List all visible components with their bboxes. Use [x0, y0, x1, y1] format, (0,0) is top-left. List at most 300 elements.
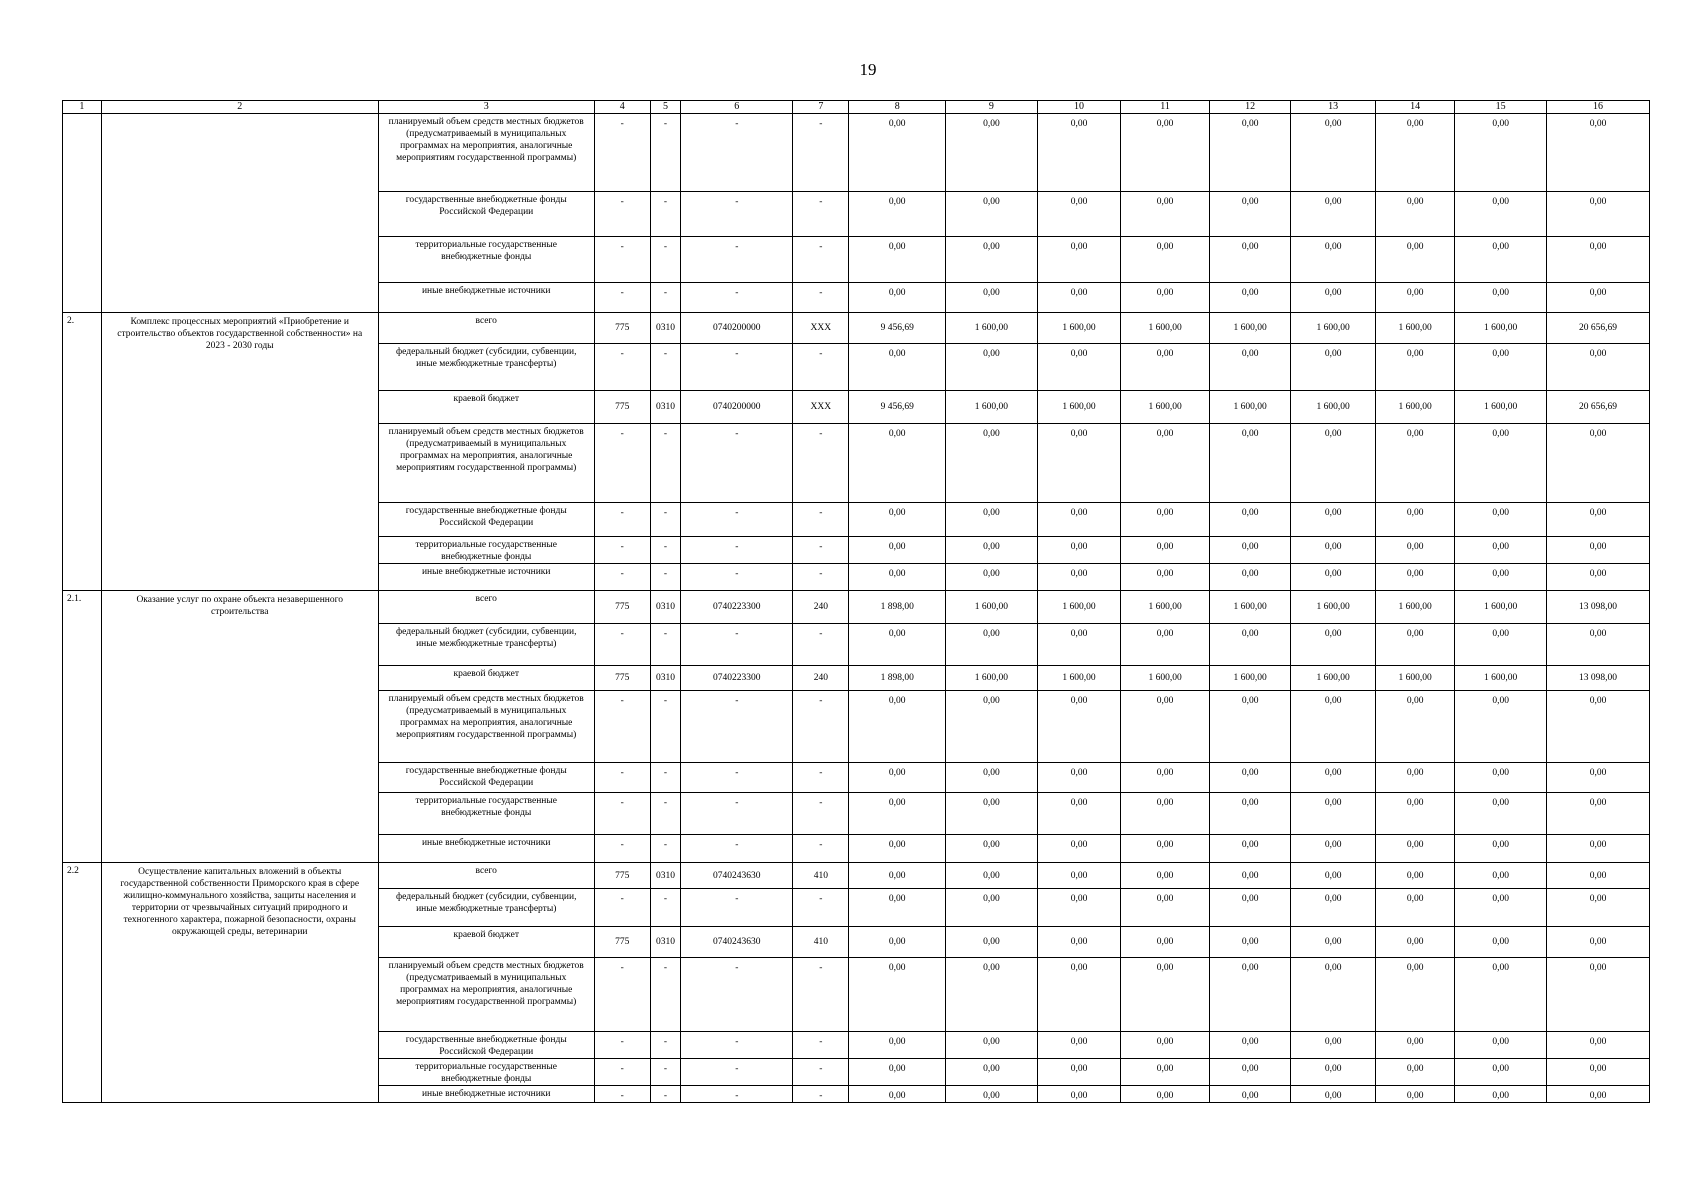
value-cell: 1 600,00: [1209, 666, 1290, 691]
dash-cell: -: [650, 503, 681, 537]
dash-cell: -: [681, 691, 793, 763]
value-cell: 1 600,00: [1291, 391, 1376, 424]
value-cell: 0,00: [1547, 344, 1650, 391]
value-cell: 0,00: [946, 763, 1038, 793]
value-cell: 0,00: [1209, 863, 1290, 889]
header-cell: 1: [63, 101, 102, 114]
dash-cell: -: [594, 889, 650, 927]
value-cell: 0,00: [946, 863, 1038, 889]
dash-cell: -: [681, 192, 793, 237]
value-cell: 0,00: [849, 835, 946, 863]
value-cell: 0,00: [946, 889, 1038, 927]
value-cell: 0,00: [1547, 835, 1650, 863]
dash-cell: -: [594, 1086, 650, 1103]
value-cell: 0,00: [1455, 424, 1547, 503]
dash-cell: -: [681, 114, 793, 192]
value-cell: 0,00: [1455, 863, 1547, 889]
value-cell: 0,00: [1037, 114, 1121, 192]
value-cell: 0,00: [849, 1059, 946, 1086]
dash-cell: -: [793, 958, 849, 1032]
source-cell: планируемый объем средств местных бюджетов (предусматриваемый в муниципальных программах на мероприятия, аналогичные мероприятиям государственной программы): [378, 424, 594, 503]
value-cell: 0,00: [1547, 691, 1650, 763]
value-cell: 0,00: [1547, 1059, 1650, 1086]
item-name-cell: Осуществление капитальных вложений в объекты государственной собственности Приморского края в сфере жилищно-коммунального хозяйства, защиты населения и территории от чрезвычайных ситуаций природного и техногенного характера, пожарной безопасности, охраны окружающей среды, ветеринарии: [101, 863, 378, 1103]
header-cell: 11: [1121, 101, 1210, 114]
source-cell: федеральный бюджет (субсидии, субвенции, иные межбюджетные трансферты): [378, 624, 594, 666]
value-cell: 0,00: [1547, 564, 1650, 591]
value-cell: 0,00: [1209, 283, 1290, 313]
row-number-cell: 2.1.: [63, 591, 102, 863]
dash-cell: -: [594, 192, 650, 237]
value-cell: 0,00: [1121, 889, 1210, 927]
value-cell: 0,00: [1455, 503, 1547, 537]
value-cell: 0,00: [1547, 424, 1650, 503]
code-cell: 775: [594, 863, 650, 889]
dash-cell: -: [793, 114, 849, 192]
dash-cell: -: [681, 537, 793, 564]
value-cell: 0,00: [1455, 958, 1547, 1032]
value-cell: 0,00: [1121, 237, 1210, 283]
value-cell: 0,00: [1291, 889, 1376, 927]
value-cell: 0,00: [1547, 503, 1650, 537]
code-cell: 0740223300: [681, 591, 793, 624]
value-cell: 0,00: [946, 624, 1038, 666]
value-cell: 0,00: [1375, 1059, 1454, 1086]
dash-cell: -: [681, 424, 793, 503]
item-name-cell: Оказание услуг по охране объекта незавершенного строительства: [101, 591, 378, 863]
value-cell: 0,00: [1121, 1032, 1210, 1059]
value-cell: 0,00: [1455, 1059, 1547, 1086]
value-cell: 0,00: [1037, 958, 1121, 1032]
value-cell: 0,00: [849, 424, 946, 503]
value-cell: 0,00: [849, 863, 946, 889]
value-cell: 1 600,00: [1037, 391, 1121, 424]
code-cell: 0310: [650, 313, 681, 344]
value-cell: 0,00: [849, 192, 946, 237]
table-row: [63, 114, 1650, 192]
item-name-cell: Комплекс процессных мероприятий «Приобретение и строительство объектов государственной собственности» на 2023 - 2030 годы: [101, 313, 378, 591]
value-cell: 0,00: [849, 1086, 946, 1103]
row-number-cell: 2.2: [63, 863, 102, 1103]
value-cell: 0,00: [1375, 763, 1454, 793]
value-cell: 0,00: [1209, 927, 1290, 958]
code-cell: 775: [594, 391, 650, 424]
value-cell: 0,00: [1455, 564, 1547, 591]
value-cell: 1 600,00: [1455, 591, 1547, 624]
value-cell: 0,00: [849, 958, 946, 1032]
dash-cell: -: [793, 624, 849, 666]
value-cell: 0,00: [1291, 192, 1376, 237]
value-cell: 0,00: [946, 835, 1038, 863]
dash-cell: -: [650, 237, 681, 283]
value-cell: 0,00: [849, 344, 946, 391]
code-cell: 0310: [650, 863, 681, 889]
code-cell: 775: [594, 591, 650, 624]
source-cell: планируемый объем средств местных бюджетов (предусматриваемый в муниципальных программах на мероприятия, аналогичные мероприятиям государственной программы): [378, 958, 594, 1032]
value-cell: 0,00: [1547, 793, 1650, 835]
value-cell: 0,00: [849, 283, 946, 313]
header-cell: 7: [793, 101, 849, 114]
source-cell: иные внебюджетные источники: [378, 1086, 594, 1103]
source-cell: государственные внебюджетные фонды Российской Федерации: [378, 192, 594, 237]
code-cell: XXX: [793, 391, 849, 424]
value-cell: 1 600,00: [1121, 391, 1210, 424]
value-cell: 0,00: [946, 958, 1038, 1032]
value-cell: 0,00: [1375, 691, 1454, 763]
dash-cell: -: [681, 835, 793, 863]
dash-cell: -: [650, 1086, 681, 1103]
dash-cell: -: [594, 835, 650, 863]
table-row: [63, 591, 1650, 624]
value-cell: 0,00: [1291, 624, 1376, 666]
value-cell: 0,00: [1037, 283, 1121, 313]
header-cell: 2: [101, 101, 378, 114]
value-cell: 0,00: [1037, 564, 1121, 591]
header-cell: 14: [1375, 101, 1454, 114]
dash-cell: -: [594, 1059, 650, 1086]
source-cell: всего: [378, 591, 594, 624]
value-cell: 0,00: [1547, 192, 1650, 237]
source-cell: федеральный бюджет (субсидии, субвенции, иные межбюджетные трансферты): [378, 344, 594, 391]
header-cell: 13: [1291, 101, 1376, 114]
value-cell: 1 600,00: [1037, 313, 1121, 344]
value-cell: 0,00: [1037, 835, 1121, 863]
value-cell: 0,00: [1121, 1086, 1210, 1103]
value-cell: 0,00: [1209, 1086, 1290, 1103]
dash-cell: -: [594, 1032, 650, 1059]
value-cell: 0,00: [1037, 763, 1121, 793]
value-cell: 1 600,00: [1375, 666, 1454, 691]
value-cell: 0,00: [1291, 863, 1376, 889]
header-cell: 6: [681, 101, 793, 114]
value-cell: 1 600,00: [946, 666, 1038, 691]
item-name-cell: [101, 114, 378, 313]
value-cell: 0,00: [1037, 863, 1121, 889]
value-cell: 0,00: [1121, 793, 1210, 835]
value-cell: 0,00: [1121, 624, 1210, 666]
value-cell: 0,00: [946, 793, 1038, 835]
value-cell: 0,00: [1209, 237, 1290, 283]
value-cell: 0,00: [1037, 344, 1121, 391]
value-cell: 0,00: [1121, 424, 1210, 503]
dash-cell: -: [793, 889, 849, 927]
value-cell: 20 656,69: [1547, 391, 1650, 424]
value-cell: 1 600,00: [1455, 313, 1547, 344]
value-cell: 0,00: [849, 624, 946, 666]
value-cell: 0,00: [1037, 424, 1121, 503]
dash-cell: -: [793, 793, 849, 835]
value-cell: 0,00: [1547, 863, 1650, 889]
header-cell: 10: [1037, 101, 1121, 114]
value-cell: 0,00: [946, 537, 1038, 564]
value-cell: 0,00: [1121, 537, 1210, 564]
source-cell: иные внебюджетные источники: [378, 283, 594, 313]
source-cell: территориальные государственные внебюджетные фонды: [378, 793, 594, 835]
dash-cell: -: [681, 1086, 793, 1103]
value-cell: 0,00: [1375, 344, 1454, 391]
value-cell: 0,00: [1037, 192, 1121, 237]
value-cell: 0,00: [849, 927, 946, 958]
value-cell: 1 600,00: [1291, 313, 1376, 344]
dash-cell: -: [650, 691, 681, 763]
dash-cell: -: [650, 793, 681, 835]
value-cell: 0,00: [849, 763, 946, 793]
dash-cell: -: [681, 763, 793, 793]
value-cell: 0,00: [1455, 927, 1547, 958]
value-cell: 0,00: [1121, 283, 1210, 313]
value-cell: 0,00: [1291, 691, 1376, 763]
dash-cell: -: [594, 793, 650, 835]
value-cell: 0,00: [946, 192, 1038, 237]
value-cell: 0,00: [1121, 835, 1210, 863]
value-cell: 0,00: [1291, 763, 1376, 793]
value-cell: 0,00: [1455, 793, 1547, 835]
dash-cell: -: [681, 283, 793, 313]
source-cell: территориальные государственные внебюджетные фонды: [378, 1059, 594, 1086]
value-cell: 0,00: [1037, 889, 1121, 927]
value-cell: 0,00: [946, 1032, 1038, 1059]
value-cell: 0,00: [1375, 863, 1454, 889]
value-cell: 1 600,00: [1037, 591, 1121, 624]
value-cell: 0,00: [946, 283, 1038, 313]
value-cell: 0,00: [849, 1032, 946, 1059]
dash-cell: -: [594, 344, 650, 391]
value-cell: 0,00: [946, 564, 1038, 591]
source-cell: федеральный бюджет (субсидии, субвенции, иные межбюджетные трансферты): [378, 889, 594, 927]
dash-cell: -: [650, 763, 681, 793]
value-cell: 0,00: [1375, 958, 1454, 1032]
value-cell: 1 600,00: [946, 391, 1038, 424]
value-cell: 0,00: [1209, 691, 1290, 763]
value-cell: 1 600,00: [1455, 666, 1547, 691]
value-cell: 0,00: [1455, 691, 1547, 763]
dash-cell: -: [681, 344, 793, 391]
value-cell: 0,00: [1037, 1059, 1121, 1086]
value-cell: 9 456,69: [849, 391, 946, 424]
dash-cell: -: [594, 624, 650, 666]
value-cell: 0,00: [1547, 763, 1650, 793]
value-cell: 0,00: [946, 691, 1038, 763]
value-cell: 0,00: [1375, 192, 1454, 237]
value-cell: 0,00: [946, 1086, 1038, 1103]
value-cell: 0,00: [1291, 1059, 1376, 1086]
source-cell: краевой бюджет: [378, 666, 594, 691]
value-cell: 0,00: [849, 564, 946, 591]
value-cell: 0,00: [1121, 691, 1210, 763]
page-number: 19: [859, 60, 877, 79]
code-cell: 0740243630: [681, 927, 793, 958]
value-cell: 0,00: [1037, 624, 1121, 666]
value-cell: 0,00: [1209, 1032, 1290, 1059]
code-cell: 240: [793, 591, 849, 624]
value-cell: 0,00: [1209, 503, 1290, 537]
row-number-cell: [63, 114, 102, 313]
dash-cell: -: [650, 537, 681, 564]
value-cell: 0,00: [849, 889, 946, 927]
value-cell: 1 600,00: [946, 591, 1038, 624]
value-cell: 0,00: [1121, 564, 1210, 591]
dash-cell: -: [681, 958, 793, 1032]
value-cell: 1 898,00: [849, 591, 946, 624]
value-cell: 0,00: [1037, 1032, 1121, 1059]
code-cell: 0740223300: [681, 666, 793, 691]
source-cell: территориальные государственные внебюджетные фонды: [378, 237, 594, 283]
dash-cell: -: [793, 283, 849, 313]
value-cell: 0,00: [1291, 537, 1376, 564]
dash-cell: -: [793, 1032, 849, 1059]
dash-cell: -: [681, 624, 793, 666]
source-cell: иные внебюджетные источники: [378, 564, 594, 591]
value-cell: 0,00: [1209, 564, 1290, 591]
value-cell: 0,00: [1209, 192, 1290, 237]
value-cell: 1 600,00: [1291, 591, 1376, 624]
value-cell: 0,00: [1375, 624, 1454, 666]
value-cell: 0,00: [1037, 1086, 1121, 1103]
dash-cell: -: [793, 192, 849, 237]
value-cell: 0,00: [1375, 927, 1454, 958]
value-cell: 0,00: [1291, 1032, 1376, 1059]
budget-table: [62, 100, 1650, 1103]
code-cell: 240: [793, 666, 849, 691]
value-cell: 0,00: [1455, 763, 1547, 793]
dash-cell: -: [594, 564, 650, 591]
value-cell: 0,00: [1455, 344, 1547, 391]
value-cell: 0,00: [1547, 1086, 1650, 1103]
value-cell: 0,00: [1121, 192, 1210, 237]
value-cell: 0,00: [1375, 835, 1454, 863]
value-cell: 0,00: [1455, 237, 1547, 283]
value-cell: 1 600,00: [1037, 666, 1121, 691]
value-cell: 1 600,00: [1209, 591, 1290, 624]
value-cell: 9 456,69: [849, 313, 946, 344]
value-cell: 0,00: [946, 114, 1038, 192]
dash-cell: -: [681, 793, 793, 835]
dash-cell: -: [793, 344, 849, 391]
value-cell: 0,00: [849, 793, 946, 835]
value-cell: 1 600,00: [1209, 313, 1290, 344]
code-cell: 0310: [650, 666, 681, 691]
value-cell: 0,00: [1375, 537, 1454, 564]
value-cell: 0,00: [1291, 283, 1376, 313]
value-cell: 0,00: [1291, 564, 1376, 591]
value-cell: 0,00: [1375, 283, 1454, 313]
dash-cell: -: [650, 624, 681, 666]
value-cell: 0,00: [849, 537, 946, 564]
value-cell: 0,00: [1037, 237, 1121, 283]
header-cell: 3: [378, 101, 594, 114]
value-cell: 0,00: [1121, 863, 1210, 889]
value-cell: 0,00: [1455, 889, 1547, 927]
value-cell: 0,00: [1121, 114, 1210, 192]
value-cell: 0,00: [1121, 1059, 1210, 1086]
value-cell: 0,00: [1209, 424, 1290, 503]
source-cell: государственные внебюджетные фонды Российской Федерации: [378, 763, 594, 793]
source-cell: краевой бюджет: [378, 391, 594, 424]
dash-cell: -: [650, 344, 681, 391]
header-cell: 4: [594, 101, 650, 114]
value-cell: 0,00: [1547, 114, 1650, 192]
value-cell: 0,00: [1209, 958, 1290, 1032]
value-cell: 0,00: [1547, 1032, 1650, 1059]
value-cell: 0,00: [1121, 927, 1210, 958]
value-cell: 0,00: [1209, 1059, 1290, 1086]
dash-cell: -: [594, 503, 650, 537]
value-cell: 0,00: [1291, 503, 1376, 537]
value-cell: 0,00: [1455, 1032, 1547, 1059]
value-cell: 0,00: [1375, 424, 1454, 503]
code-cell: 410: [793, 863, 849, 889]
value-cell: 0,00: [1291, 424, 1376, 503]
value-cell: 0,00: [1121, 763, 1210, 793]
code-cell: 775: [594, 313, 650, 344]
code-cell: 0310: [650, 391, 681, 424]
value-cell: 0,00: [1209, 624, 1290, 666]
code-cell: XXX: [793, 313, 849, 344]
code-cell: 0310: [650, 591, 681, 624]
value-cell: 1 600,00: [1291, 666, 1376, 691]
value-cell: 0,00: [946, 237, 1038, 283]
value-cell: 1 600,00: [1209, 391, 1290, 424]
table-row: [63, 863, 1650, 889]
dash-cell: -: [650, 564, 681, 591]
dash-cell: -: [650, 1059, 681, 1086]
value-cell: 0,00: [849, 691, 946, 763]
dash-cell: -: [793, 537, 849, 564]
value-cell: 0,00: [1037, 537, 1121, 564]
dash-cell: -: [681, 889, 793, 927]
value-cell: 0,00: [1291, 958, 1376, 1032]
value-cell: 1 600,00: [946, 313, 1038, 344]
code-cell: 0310: [650, 927, 681, 958]
code-cell: 775: [594, 666, 650, 691]
value-cell: 0,00: [849, 114, 946, 192]
value-cell: 1 600,00: [1121, 591, 1210, 624]
value-cell: 0,00: [849, 237, 946, 283]
value-cell: 0,00: [849, 503, 946, 537]
dash-cell: -: [650, 1032, 681, 1059]
value-cell: 0,00: [1209, 889, 1290, 927]
dash-cell: -: [594, 537, 650, 564]
code-cell: 0740243630: [681, 863, 793, 889]
value-cell: 1 600,00: [1375, 313, 1454, 344]
value-cell: 0,00: [1291, 1086, 1376, 1103]
code-cell: 0740200000: [681, 313, 793, 344]
value-cell: 0,00: [1121, 503, 1210, 537]
dash-cell: -: [594, 424, 650, 503]
value-cell: 1 600,00: [1375, 391, 1454, 424]
value-cell: 0,00: [1547, 958, 1650, 1032]
source-cell: территориальные государственные внебюджетные фонды: [378, 537, 594, 564]
dash-cell: -: [681, 1059, 793, 1086]
header-row: [63, 101, 1650, 114]
dash-cell: -: [793, 835, 849, 863]
value-cell: 0,00: [1375, 1032, 1454, 1059]
value-cell: 0,00: [1121, 344, 1210, 391]
value-cell: 13 098,00: [1547, 591, 1650, 624]
source-cell: иные внебюджетные источники: [378, 835, 594, 863]
value-cell: 0,00: [1455, 835, 1547, 863]
dash-cell: -: [650, 424, 681, 503]
value-cell: 0,00: [1375, 1086, 1454, 1103]
value-cell: 0,00: [946, 1059, 1038, 1086]
source-cell: государственные внебюджетные фонды Российской Федерации: [378, 1032, 594, 1059]
header-cell: 16: [1547, 101, 1650, 114]
dash-cell: -: [650, 835, 681, 863]
value-cell: 0,00: [946, 424, 1038, 503]
dash-cell: -: [650, 114, 681, 192]
value-cell: 0,00: [1291, 835, 1376, 863]
dash-cell: -: [594, 283, 650, 313]
